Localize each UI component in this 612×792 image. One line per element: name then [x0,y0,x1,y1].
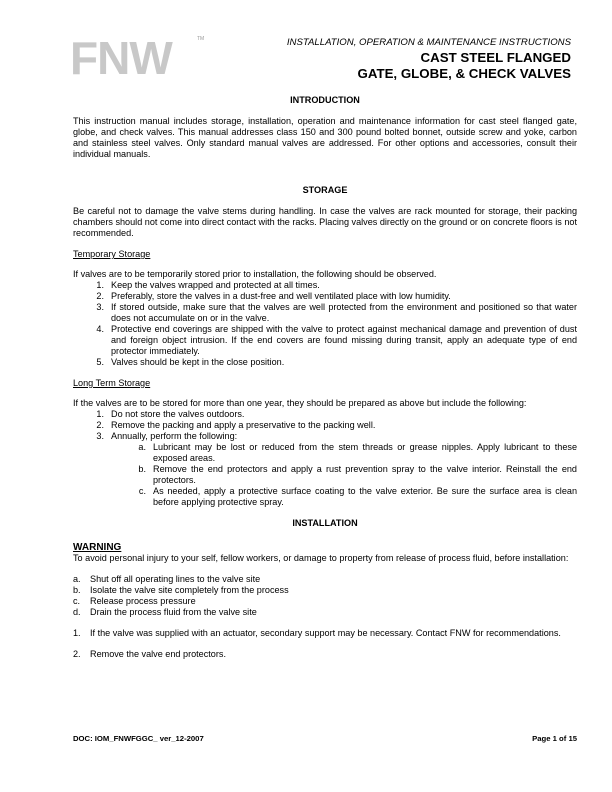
document-title-line1: CAST STEEL FLANGED [420,50,571,65]
item-letter: b. [138,464,146,474]
item-text: Annually, perform the following: [111,431,238,441]
document-subtitle: INSTALLATION, OPERATION & MAINTENANCE INSTRUCTIONS [286,37,571,48]
warning-text: To avoid personal injury to your self, fellow workers, or damage to property from release of process fluid, before installation: [73,553,569,563]
item-text: Release process pressure [90,596,196,606]
intro-heading: INTRODUCTION [290,95,360,105]
long-term-storage-list [73,409,577,508]
step-number: 2. [73,649,81,659]
item-text: Valves should be kept in the close position. [111,357,285,367]
list-item [73,357,577,368]
item-letter: c. [138,486,146,496]
page-number: Page 1 of 15 [532,734,577,743]
item-number: 4. [96,324,104,334]
step-number: 1. [73,628,81,638]
list-item [73,431,577,442]
item-number: 5. [96,357,104,367]
sub-list-item [73,442,577,464]
item-number: 2. [96,420,104,430]
list-item [73,280,577,291]
item-text: Drain the process fluid from the valve site [90,607,257,617]
warning-list [73,574,577,618]
temporary-storage-lead: If valves are to be temporarily stored prior to installation, the following should be observed. [73,269,437,279]
item-number: 1. [96,280,104,290]
installation-step [73,628,577,639]
list-item [73,607,577,618]
item-text: As needed, apply a protective surface coating to the valve exterior. Be sure the surface area is clean before applying protective spray. [153,486,577,507]
long-term-storage-heading: Long Term Storage [73,378,151,388]
item-text: Keep the valves wrapped and protected at all times. [111,280,320,290]
item-letter: d. [73,607,81,617]
installation-step [73,649,577,660]
item-letter: c. [73,596,81,606]
item-text: If stored outside, make sure that the valves are well protected from the environment and positioned so that water does not accumulate on or in the valve. [111,302,577,323]
item-number: 2. [96,291,104,301]
temporary-storage-list [73,280,577,368]
item-text: Isolate the valve site completely from the process [90,585,289,595]
list-item [73,420,577,431]
fnw-logo: FNW [70,32,172,84]
list-item [73,291,577,302]
storage-heading: STORAGE [302,185,348,195]
storage-paragraph: Be careful not to damage the valve stems during handling. In case the valves are rack mounted for storage, their packing chambers should not come into direct contact with the racks. Placing valves directly on the ground or on concrete floors is not recommended. [73,206,577,238]
list-item [73,596,577,607]
item-letter: a. [73,574,81,584]
item-text: Protective end coverings are shipped with the valve to protect against mechanical damage and prevention of dust and foreign object intrusion. If the end covers are found missing during transit, apply an adequate type of end protector immediately. [111,324,577,356]
temporary-storage-heading: Temporary Storage [73,249,151,259]
document-id: DOC: IOM_FNWFGGC_ ver_12-2007 [73,734,204,743]
list-item [73,574,577,585]
item-text: Remove the end protectors and apply a rust prevention spray to the valve interior. Reinstall the end protectors. [153,464,577,485]
item-number: 1. [96,409,104,419]
item-text: Do not store the valves outdoors. [111,409,245,419]
step-text: If the valve was supplied with an actuator, secondary support may be necessary. Contact FNW for recommendations. [90,628,561,638]
page-body [73,95,577,660]
item-letter: a. [138,442,146,452]
list-item [73,324,577,357]
installation-heading: INSTALLATION [292,518,358,528]
list-item [73,585,577,596]
trademark-mark: TM [197,36,205,42]
long-term-storage-lead: If the valves are to be stored for more than one year, they should be prepared as above but include the following: [73,398,527,408]
document-title-line2: GATE, GLOBE, & CHECK VALVES [357,66,571,81]
list-item [73,409,577,420]
item-letter: b. [73,585,81,595]
item-number: 3. [96,431,104,441]
sub-list-item [73,486,577,508]
item-text: Remove the packing and apply a preservative to the packing well. [111,420,376,430]
item-number: 3. [96,302,104,312]
item-text: Lubricant may be lost or reduced from the stem threads or grease nipples. Apply lubricant to these exposed areas. [153,442,577,463]
item-text: Shut off all operating lines to the valve site [90,574,261,584]
sub-list-item [73,464,577,486]
intro-paragraph: This instruction manual includes storage, installation, operation and maintenance information for cast steel flanged gate, globe, and check valves. This manual addresses class 150 and 300 pound bolted bonnet, outside screw and yoke, carbon and stainless steel valves. Only standard manual valves are addressed. For other options and accessories, consult their individual manuals. [73,116,577,159]
list-item [73,302,577,324]
warning-label: WARNING [73,542,122,553]
item-text: Preferably, store the valves in a dust-free and well ventilated place with low humidity. [111,291,451,301]
step-text: Remove the valve end protectors. [90,649,226,659]
